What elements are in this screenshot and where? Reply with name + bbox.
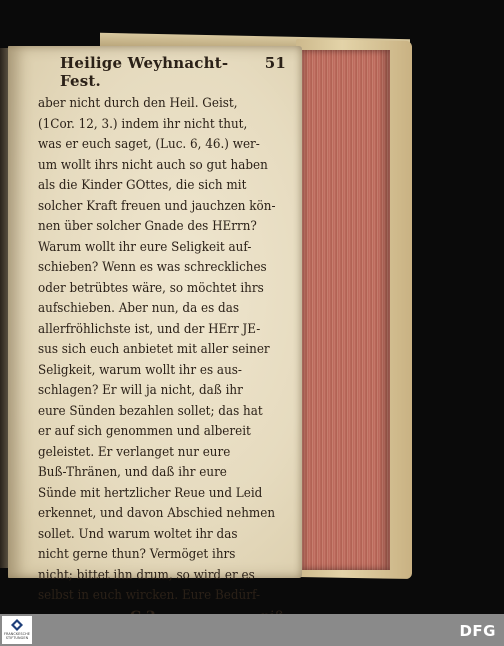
library-logo[interactable] [2,616,32,644]
text-line: Warum wollt ihr eure Seligkeit auf- [38,239,252,255]
running-title: Heilige Weyhnacht-Fest. [60,54,229,90]
page-number: 51 [264,54,286,72]
text-line: aufschieben. Aber nun, da es das [38,301,239,316]
page-text [38,52,288,625]
book-page [8,46,302,603]
dfg-logo[interactable]: DFG [459,622,496,640]
text-line: geleistet. Er verlanget nur eure [38,444,231,460]
text-line: allerfröhlichste ist, und der HErr JE- [38,321,261,337]
text-line: was er euch saget, (Luc. 6, 46.) wer- [38,137,260,152]
text-line: Sünde mit hertzlicher Reue und Leid [38,485,263,501]
library-logo-text: FRANCKESCHE STIFTUNGEN [3,632,31,640]
text-line: nicht gerne thun? Vermöget ihrs [38,547,236,562]
book-fore-edge [298,50,390,570]
text-line: erkennet, und davon Abschied nehmen [38,506,276,521]
text-line: aber nicht durch den Heil. Geist, [38,96,238,111]
text-line: um wollt ihrs nicht auch so gut haben [38,157,268,173]
text-lines [38,94,288,607]
viewer-footer-bar [0,614,504,646]
text-line: sollet. Und warum woltet ihr das [38,526,238,542]
text-line: eure Sünden bezahlen sollet; das hat [38,403,263,419]
text-line: Seligkeit, warum wollt ihr es aus- [38,362,242,378]
text-line: oder betrübtes wäre, so möchtet ihrs [38,280,264,296]
text-line: solcher Kraft freuen und jauchzen kön- [38,198,276,214]
text-line: nen über solcher Gnade des HErrn? [38,219,257,234]
text-line: sus sich euch anbietet mit aller seiner [38,342,270,357]
text-line: schieben? Wenn es was schreckliches [38,260,267,275]
text-line: (1Cor. 12, 3.) indem ihr nicht thut, [38,116,248,132]
text-line: er auf sich genommen und albereit [38,424,251,439]
text-line: selbst in euch wircken. Eure Bedürf- [38,588,261,603]
text-line: schlagen? Er will ja nicht, daß ihr [38,383,243,398]
text-line: Buß-Thränen, und daß ihr eure [38,465,227,480]
text-line: nicht; bittet ihn drum, so wird er es [38,567,255,583]
library-emblem-icon [11,619,23,631]
text-line: als die Kinder GOttes, die sich mit [38,178,247,193]
running-head [38,54,288,90]
